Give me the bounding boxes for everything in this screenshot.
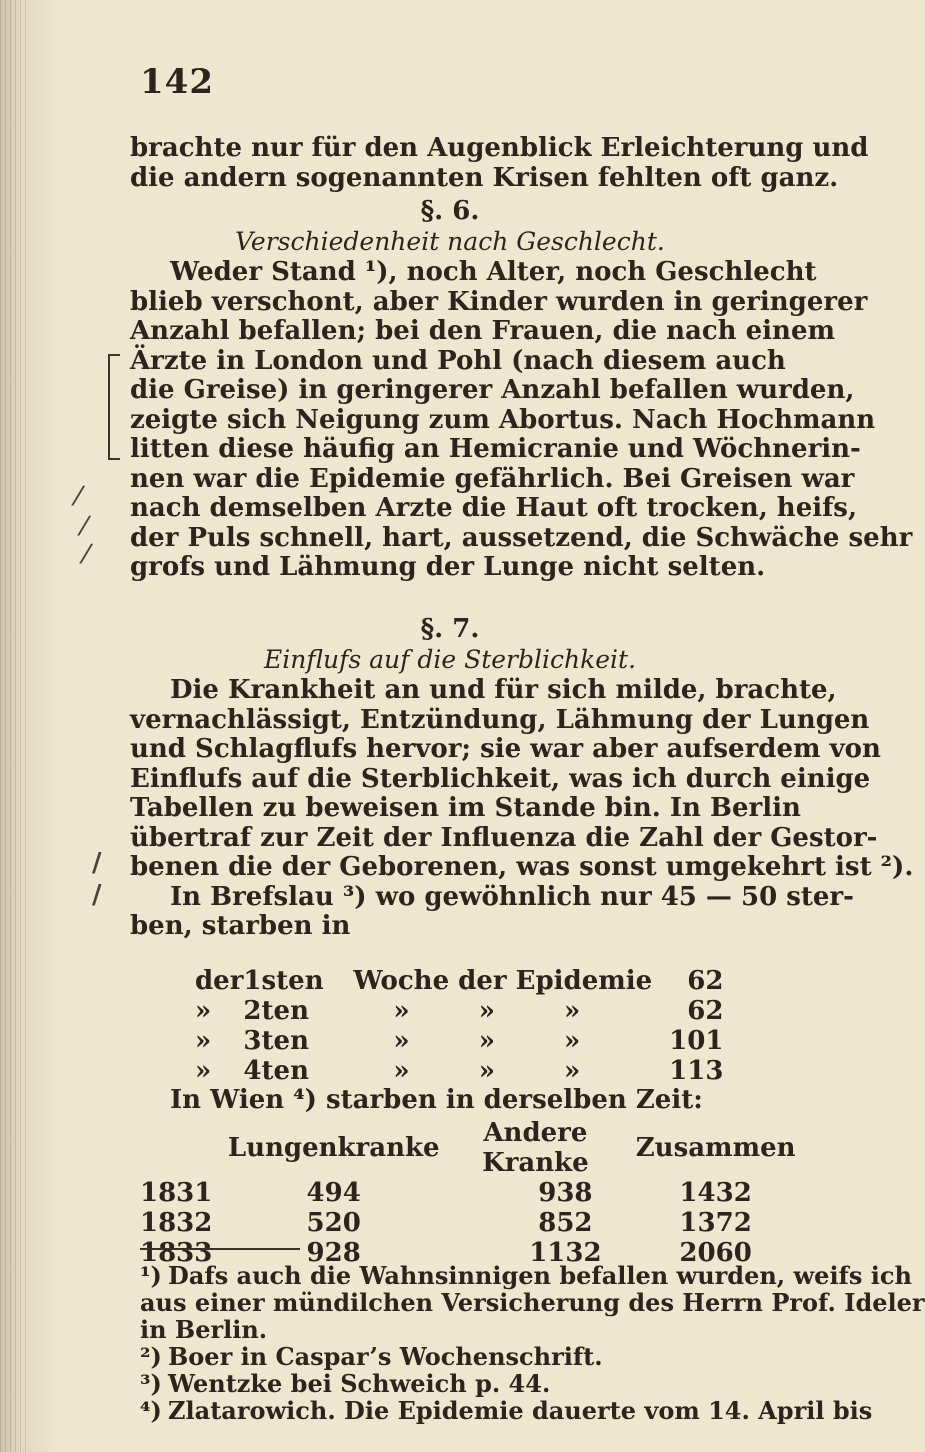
value-cell: 1372 bbox=[679, 1208, 752, 1238]
value-cell: 62 bbox=[687, 996, 724, 1026]
section-number: §. 7. bbox=[420, 614, 480, 644]
text-line: In Brefslau ³) wo gewöhnlich nur 45 — 50 ster- bbox=[170, 881, 854, 912]
margin-slash-mark: / bbox=[92, 880, 102, 910]
header-cell: Zusammen bbox=[635, 1133, 796, 1163]
value-cell: 852 bbox=[538, 1208, 593, 1238]
table-row bbox=[195, 1026, 723, 1056]
header-cell: Lungenkranke bbox=[227, 1133, 440, 1163]
footnote-text: aus einer mündilchen Versicherung des Herrn Prof. Ideler bbox=[140, 1288, 925, 1317]
footnote-marker: ³) bbox=[140, 1369, 162, 1398]
footnote-text: Boer in Caspar’s Wochenschrift. bbox=[168, 1342, 603, 1371]
text-line: übertraf zur Zeit der Influenza die Zahl der Gestor- bbox=[130, 822, 878, 853]
footnotes bbox=[140, 1261, 925, 1425]
label-cell: » » » bbox=[393, 996, 581, 1026]
text-line: nen war die Epidemie gefährlich. Bei Greisen war bbox=[130, 463, 855, 494]
ditto-cell: » bbox=[195, 996, 212, 1026]
footnote-marker: ⁴) bbox=[140, 1396, 162, 1425]
footnote-text: in Berlin. bbox=[140, 1315, 268, 1344]
week-cell: 1sten bbox=[243, 966, 324, 996]
text-line: die Greise) in geringerer Anzahl befallen wurden, bbox=[130, 375, 855, 405]
label-cell: Woche der Epidemie bbox=[353, 966, 653, 996]
value-cell: 494 bbox=[306, 1178, 361, 1208]
text-line: und Schlagflufs hervor; sie war aber aufserdem von bbox=[130, 734, 881, 764]
footnote-3 bbox=[140, 1370, 780, 1397]
header-cell: Andere Kranke bbox=[482, 1118, 589, 1178]
table-row bbox=[140, 1208, 800, 1238]
table-row bbox=[140, 1178, 800, 1208]
section-6 bbox=[130, 196, 913, 583]
footnote-1 bbox=[140, 1261, 912, 1290]
margin-bracket-mark bbox=[108, 354, 120, 460]
value-cell: 928 bbox=[306, 1238, 361, 1268]
ditto-cell: » bbox=[195, 1056, 212, 1086]
text-line: Die Krankheit an und für sich milde, brachte, bbox=[170, 675, 837, 705]
vienna-intro bbox=[130, 1086, 770, 1116]
text-line: vernachlässigt, Entzündung, Lähmung der Lungen bbox=[130, 704, 870, 735]
text-line: zeigte sich Neigung zum Abortus. Nach Hochmann bbox=[130, 404, 876, 435]
margin-slash-mark: ⁄ bbox=[84, 540, 89, 570]
label-cell: » » » bbox=[393, 1056, 581, 1086]
text-line: Weder Stand ¹), noch Alter, noch Geschlecht bbox=[170, 257, 817, 287]
vienna-table bbox=[140, 1118, 800, 1268]
ditto-cell: » bbox=[195, 1026, 212, 1056]
text-line: ben, starben in bbox=[130, 911, 351, 941]
footnote-text: Wentzke bei Schweich p. 44. bbox=[168, 1369, 551, 1398]
table-row bbox=[195, 996, 723, 1026]
section-7 bbox=[130, 614, 914, 942]
text-line: In Wien ⁴) starben in derselben Zeit: bbox=[170, 1085, 703, 1115]
margin-slash-mark: / bbox=[92, 848, 102, 878]
text-line: Anzahl befallen; bei den Frauen, die nach einem bbox=[130, 316, 836, 346]
year-cell: 1832 bbox=[140, 1208, 213, 1238]
value-cell: 1432 bbox=[679, 1178, 752, 1208]
label-cell: » » » bbox=[393, 1026, 581, 1056]
header-cell-year bbox=[140, 1118, 228, 1178]
text-line: nach demselben Arzte die Haut oft trocken, heifs, bbox=[130, 493, 857, 523]
text-line: die andern sogenannten Krisen fehlten oft ganz. bbox=[130, 162, 839, 193]
text-line: der Puls schnell, hart, aussetzend, die Schwäche sehr bbox=[130, 522, 913, 553]
page-edge-shadow bbox=[0, 0, 30, 1452]
table-header-row bbox=[140, 1118, 800, 1178]
value-cell: 938 bbox=[538, 1178, 593, 1208]
footnote-text: Zlatarowich. Die Epidemie dauerte vom 14. April bis bbox=[168, 1396, 873, 1425]
footnote-marker: ²) bbox=[140, 1342, 162, 1371]
text-line: grofs und Lähmung der Lunge nicht selten. bbox=[130, 552, 766, 582]
footnote-2 bbox=[140, 1343, 780, 1370]
value-cell: 1132 bbox=[529, 1238, 602, 1268]
year-cell: 1833 bbox=[140, 1238, 213, 1268]
footnote-4 bbox=[140, 1396, 873, 1425]
page-number: 142 bbox=[140, 62, 214, 102]
year-cell: 1831 bbox=[140, 1178, 213, 1208]
value-cell: 62 bbox=[687, 966, 724, 996]
week-cell: 2ten bbox=[243, 996, 309, 1026]
week-cell: 4ten bbox=[243, 1056, 309, 1086]
value-cell: 520 bbox=[306, 1208, 361, 1238]
text-line: brachte nur für den Augenblick Erleichterung und bbox=[130, 133, 869, 163]
value-cell: 101 bbox=[669, 1026, 724, 1056]
week-cell: 3ten bbox=[243, 1026, 309, 1056]
footnote-text: Dafs auch die Wahnsinnigen befallen wurden, weifs ich bbox=[168, 1261, 912, 1290]
section-title: Einflufs auf die Sterblichkeit. bbox=[263, 645, 637, 674]
margin-slash-mark: ⁄ bbox=[82, 512, 87, 542]
text-line: Ärzte in London und Pohl (nach diesem auch bbox=[130, 345, 786, 376]
table-row bbox=[195, 1056, 723, 1086]
value-cell: 2060 bbox=[679, 1238, 752, 1268]
table-row bbox=[195, 966, 723, 996]
text-line: litten diese häufig an Hemicranie und Wöchnerin- bbox=[130, 434, 861, 464]
text-line: Tabellen zu beweisen im Stande bin. In Berlin bbox=[130, 793, 801, 823]
text-line: benen die der Geborenen, was sonst umgekehrt ist ²). bbox=[130, 852, 914, 882]
text-line: Einflufs auf die Sterblichkeit, was ich durch einige bbox=[130, 763, 871, 794]
ditto-cell: der bbox=[195, 966, 244, 996]
section-title: Verschiedenheit nach Geschlecht. bbox=[235, 227, 665, 256]
breslau-weeks-table bbox=[195, 966, 723, 1086]
section-number: §. 6. bbox=[420, 196, 480, 226]
footnote-divider bbox=[140, 1248, 300, 1250]
text-line: blieb verschont, aber Kinder wurden in geringerer bbox=[130, 286, 868, 317]
intro-paragraph bbox=[130, 133, 869, 193]
footnote-marker: ¹) bbox=[140, 1261, 162, 1290]
value-cell: 113 bbox=[669, 1056, 724, 1086]
margin-slash-mark: ⁄ bbox=[76, 482, 81, 512]
